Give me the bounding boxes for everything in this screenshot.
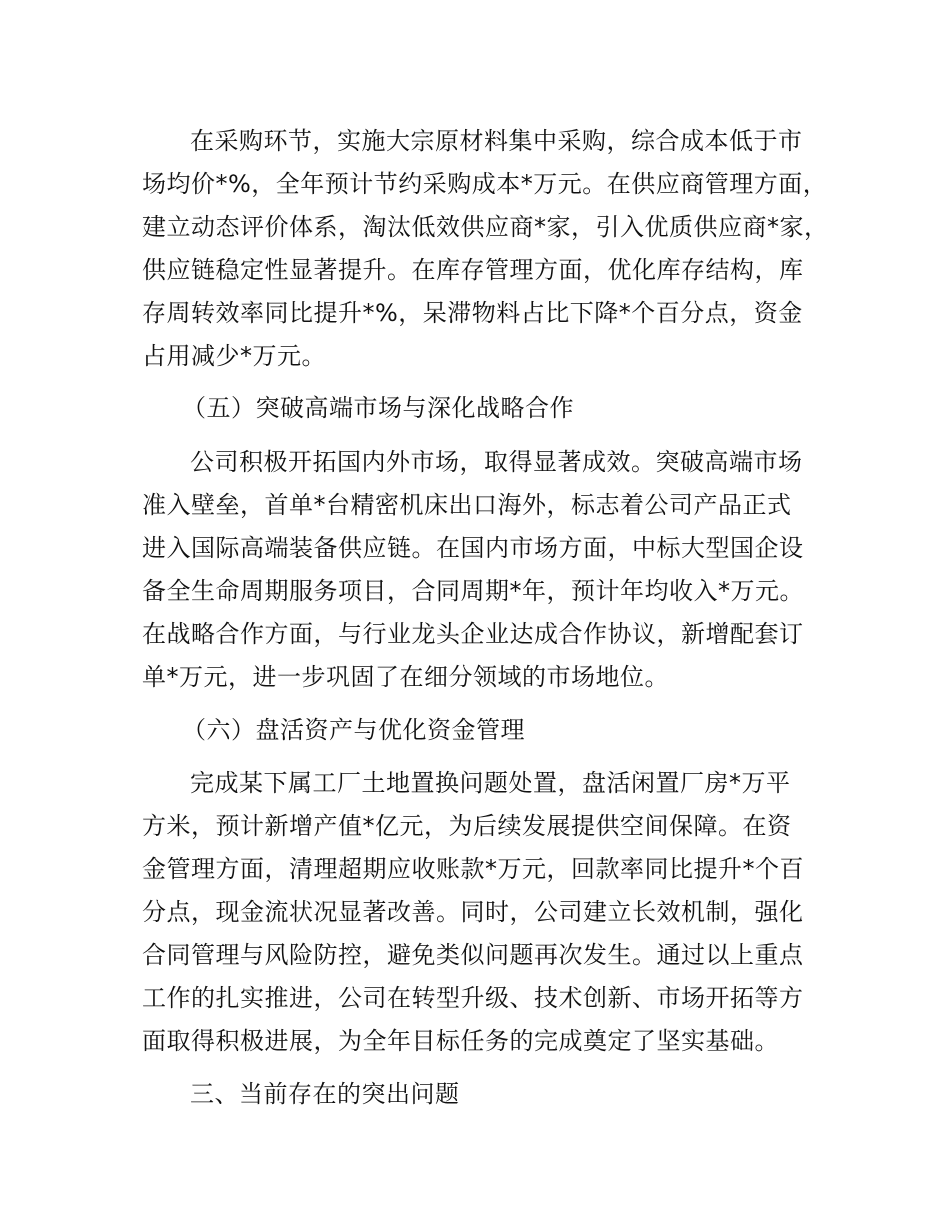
section-heading: （五）突破高端市场与深化战略合作: [182, 394, 574, 422]
section-heading: 三、当前存在的突出问题: [190, 1080, 460, 1108]
text-line: 准入壁垒，首单*台精密机床出口海外，标志着公司产品正式: [142, 491, 792, 519]
text-line: 供应链稳定性显著提升。在库存管理方面，优化库存结构，库: [142, 256, 804, 284]
text-line: 场均价*%，全年预计节约采购成本*万元。在供应商管理方面，: [142, 170, 828, 198]
text-line: 公司积极开拓国内外市场，取得显著成效。突破高端市场: [190, 448, 803, 476]
text-line: 完成某下属工厂土地置换问题处置，盘活闲置厂房*万平: [190, 769, 791, 797]
text-line: 建立动态评价体系，淘汰低效供应商*家，引入优质供应商*家，: [142, 213, 829, 241]
text-line: 存周转效率同比提升*%，呆滞物料占比下降*个百分点，资金: [142, 299, 803, 327]
text-line: 方米，预计新增产值*亿元，为后续发展提供空间保障。在资: [142, 812, 792, 840]
text-line: 工作的扎实推进，公司在转型升级、技术创新、市场开拓等方: [142, 984, 804, 1012]
text-line: 金管理方面，清理超期应收账款*万元，回款率同比提升*个百: [142, 855, 804, 883]
text-line: 在采购环节，实施大宗原材料集中采购，综合成本低于市: [190, 127, 803, 155]
text-line: 在战略合作方面，与行业龙头企业达成合作协议，新增配套订: [142, 620, 804, 648]
text-line: 单*万元，进一步巩固了在细分领域的市场地位。: [142, 663, 669, 691]
section-heading: （六）盘活资产与优化资金管理: [182, 716, 525, 744]
text-line: 占用减少*万元。: [142, 342, 326, 370]
text-line: 进入国际高端装备供应链。在国内市场方面，中标大型国企设: [142, 534, 804, 562]
text-line: 合同管理与风险防控，避免类似问题再次发生。通过以上重点: [142, 941, 804, 969]
text-line: 分点，现金流状况显著改善。同时，公司建立长效机制，强化: [142, 898, 804, 926]
text-line: 备全生命周期服务项目，合同周期*年，预计年均收入*万元。: [142, 577, 804, 605]
text-line: 面取得积极进展，为全年目标任务的完成奠定了坚实基础。: [142, 1027, 779, 1055]
